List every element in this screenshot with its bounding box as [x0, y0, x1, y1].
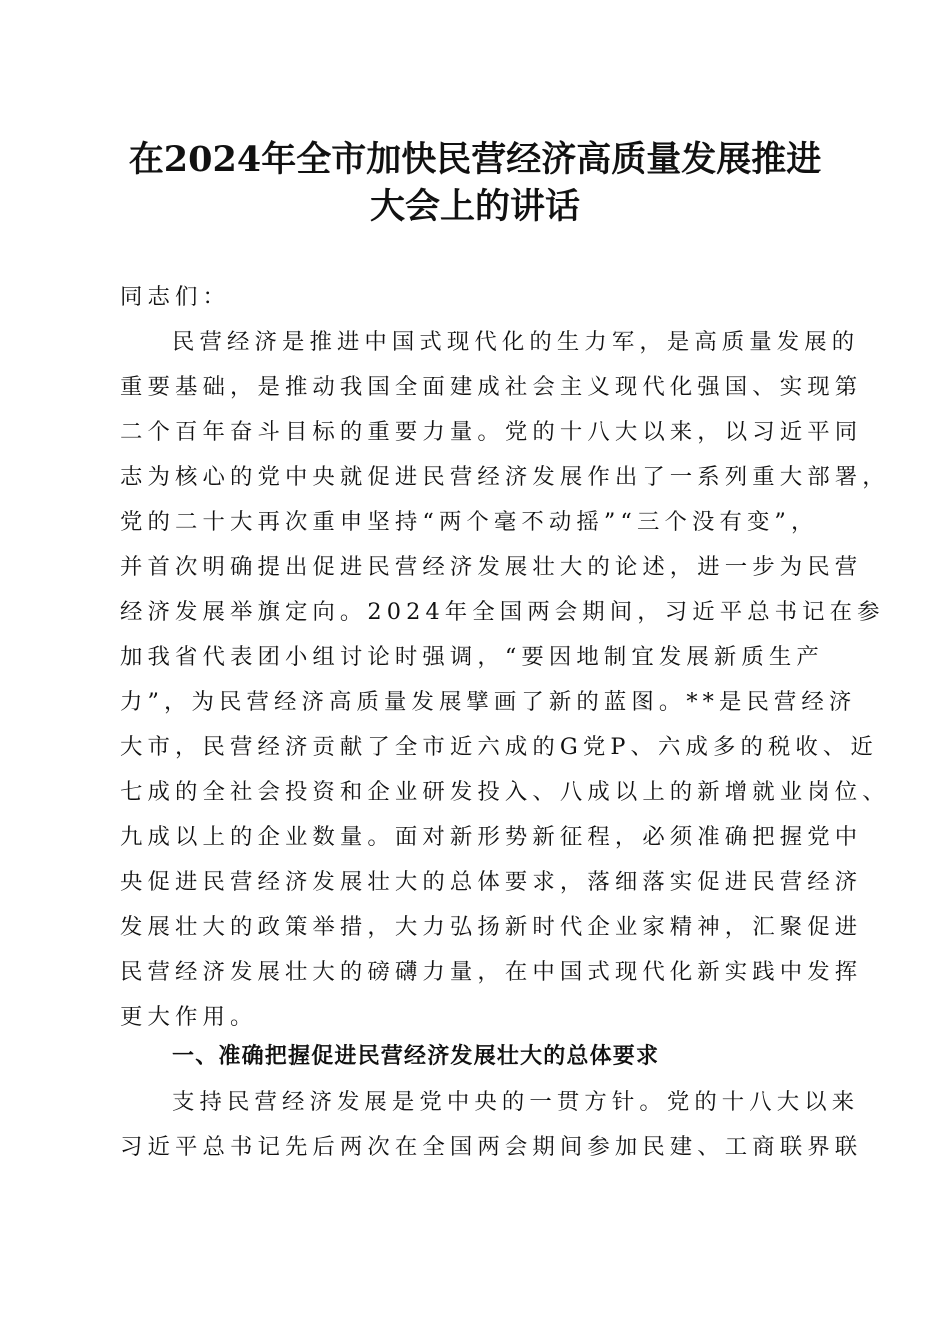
paragraph-line: 二个百年奋斗目标的重要力量。党的十八大以来，以习近平同 — [120, 419, 863, 445]
paragraph-line: 重要基础，是推动我国全面建成社会主义现代化强国、实现第 — [120, 374, 863, 400]
paragraph-line: 力”，为民营经济高质量发展擘画了新的蓝图。**是民营经济 — [120, 689, 857, 715]
paragraph-line: 大市，民营经济贡献了全市近六成的G党P、六成多的税收、近 — [120, 734, 878, 760]
paragraph-line: 经济发展举旗定向。2024年全国两会期间，习近平总书记在参 — [120, 599, 885, 625]
paragraph-line: 党的二十大再次重申坚持“两个毫不动摇”“三个没有变”， — [120, 509, 819, 535]
document-title-line-2: 大会上的讲话 — [369, 186, 580, 227]
paragraph-line: 支持民营经济发展是党中央的一贯方针。党的十八大以来 — [172, 1089, 860, 1115]
paragraph-line: 并首次明确提出促进民营经济发展壮大的论述，进一步为民营 — [120, 554, 863, 580]
paragraph-line: 习近平总书记先后两次在全国两会期间参加民建、工商联界联 — [120, 1134, 863, 1160]
paragraph-line: 民营经济是推进中国式现代化的生力军，是高质量发展的 — [172, 329, 860, 355]
paragraph-line: 央促进民营经济发展壮大的总体要求，落细落实促进民营经济 — [120, 869, 863, 895]
paragraph-line: 民营经济发展壮大的磅礴力量，在中国式现代化新实践中发挥 — [120, 959, 863, 985]
paragraph-line: 发展壮大的政策举措，大力弘扬新时代企业家精神，汇聚促进 — [120, 914, 863, 940]
document-title-line-1: 在2024年全市加快民营经济高质量发展推进 — [128, 139, 822, 180]
section-heading-1: 一、准确把握促进民营经济发展壮大的总体要求 — [172, 1044, 660, 1069]
paragraph-line: 更大作用。 — [120, 1004, 258, 1030]
paragraph-line: 加我省代表团小组讨论时强调，“要因地制宜发展新质生产 — [120, 644, 824, 670]
paragraph-line: 七成的全社会投资和企业研发投入、八成以上的新增就业岗位、 — [120, 779, 890, 805]
paragraph-line: 志为核心的党中央就促进民营经济发展作出了一系列重大部署， — [120, 464, 890, 490]
paragraph-line: 九成以上的企业数量。面对新形势新征程，必须准确把握党中 — [120, 824, 863, 850]
salutation: 同志们： — [120, 284, 230, 310]
